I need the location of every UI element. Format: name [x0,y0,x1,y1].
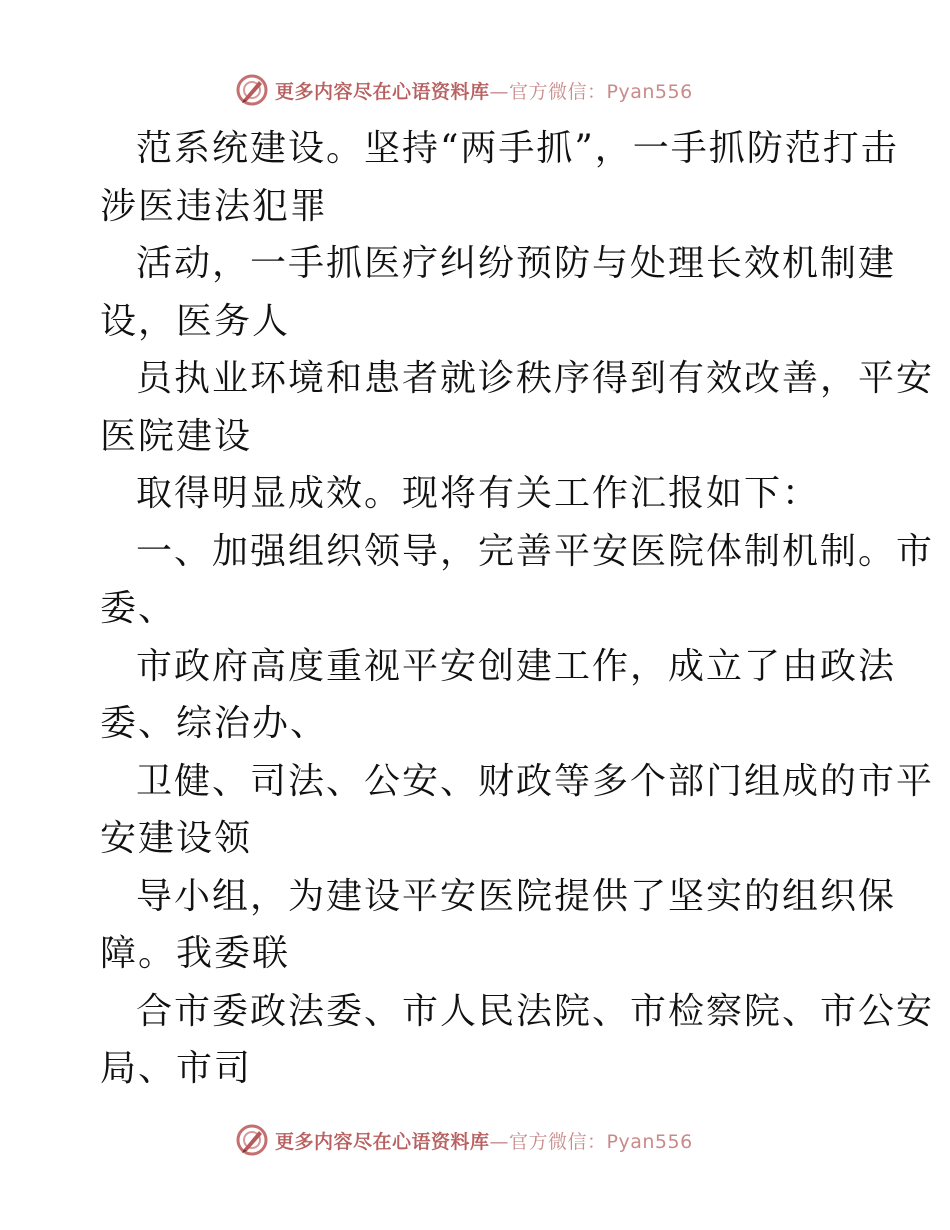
text-line: 卫健、司法、公安、财政等多个部门组成的市平 [136,760,935,802]
watermark-contact-text: —官方微信：Pyan556 [489,1130,693,1153]
text-line: 取得明显成效。现将有关工作汇报如下： [136,473,821,514]
text-line: 员执业环境和患者就诊秩序得到有效改善，平安 [136,358,935,399]
watermark-main-text: 更多内容尽在心语资料库 [275,1130,490,1153]
footer-watermark [235,1122,693,1158]
text-line: 合市委政法委、市人民法院、市检察院、市公安 [136,990,935,1032]
text-line: 市政府高度重视平安创建工作，成立了由政法 [136,645,897,687]
pen-logo-icon [235,1123,269,1157]
text-line: 安建设领 [100,818,253,859]
watermark-contact-text: —官方微信：Pyan556 [489,80,693,103]
text-line: 医院建设 [100,415,253,457]
watermark-text [275,1127,693,1154]
text-line: 委、综治办、 [100,703,329,744]
text-line: 障。我委联 [100,933,291,974]
watermark-text [275,77,693,104]
header-watermark [235,72,693,108]
text-line: 设，医务人 [100,300,291,342]
watermark-main-text: 更多内容尽在心语资料库 [275,80,490,103]
text-line: 委、 [100,588,177,629]
text-line: 范系统建设。坚持“两手抓”，一手抓防范打击 [136,128,899,169]
pen-logo-icon [235,73,269,107]
text-line: 活动，一手抓医疗纠纷预防与处理长效机制建 [136,243,897,284]
text-line: 局、市司 [100,1048,253,1089]
text-line: 导小组，为建设平安医院提供了坚实的组织保 [136,875,897,917]
text-line: 涉医违法犯罪 [100,185,329,227]
document-body [100,120,935,1098]
text-line: 一、加强组织领导，完善平安医院体制机制。市 [136,530,935,572]
